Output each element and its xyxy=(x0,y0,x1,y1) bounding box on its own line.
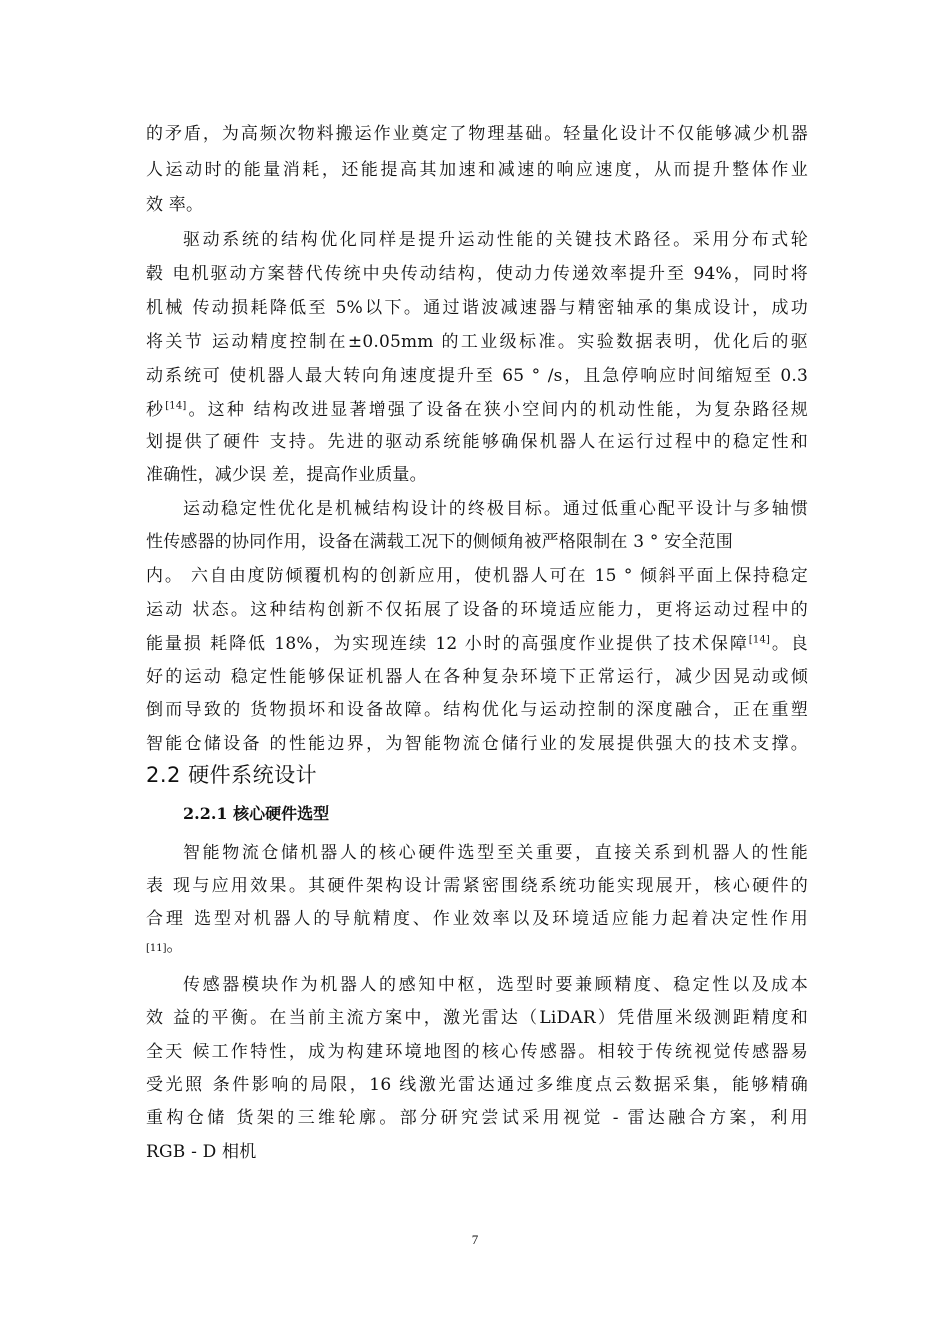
paragraph-2-line-2: 毂 电机驱动方案替代传统中央传动结构，使动力传递效率提升至 94%，同时将 xyxy=(146,264,808,284)
paragraph-3-line-5-rest: 。良 xyxy=(770,634,808,654)
paragraph-5-line-1: 传感器模块作为机器人的感知中枢，选型时要兼顾精度、稳定性以及成本 xyxy=(183,975,808,995)
paragraph-3-line-4: 运动 状态。这种结构创新不仅拓展了设备的环境适应能力，更将运动过程中的 xyxy=(146,600,808,620)
paragraph-3-line-7: 倒而导致的 货物损坏和设备故障。结构优化与运动控制的深度融合，正在重塑 xyxy=(146,700,808,720)
paragraph-2-line-4: 将关节 运动精度控制在±0.05mm 的工业级标准。实验数据表明，优化后的驱 xyxy=(146,332,808,352)
citation-14: [14] xyxy=(748,634,771,646)
page-number: 7 xyxy=(471,1232,479,1247)
paragraph-3-line-3: 内。 六自由度防倾覆机构的创新应用，使机器人可在 15 ° 倾斜平面上保持稳定 xyxy=(146,566,808,586)
paragraph-3-line-1: 运动稳定性优化是机械结构设计的终极目标。通过低重心配平设计与多轴惯 xyxy=(183,499,808,519)
paragraph-5-line-4: 受光照 条件影响的局限，16 线激光雷达通过多维度点云数据采集，能够精确 xyxy=(146,1075,808,1095)
paragraph-2-line-6-rest: 。这种 结构改进显著增强了设备在狭小空间内的机动性能，为复杂路径规 xyxy=(186,400,808,420)
paragraph-5-line-3: 全天 候工作特性，成为构建环境地图的核心传感器。相较于传统视觉传感器易 xyxy=(146,1042,808,1062)
paragraph-1-line-1: 的矛盾，为高频次物料搬运作业奠定了物理基础。轻量化设计不仅能够减少机器 xyxy=(146,124,808,144)
paragraph-2-line-6-start: 秒 xyxy=(146,400,166,420)
paragraph-4-line-4 xyxy=(146,936,184,956)
section-heading-2-2: 2.2 硬件系统设计 xyxy=(146,763,318,787)
paragraph-3-line-5-start: 能量损 耗降低 18%，为实现连续 12 小时的高强度作业提供了技术保障 xyxy=(146,634,749,654)
paragraph-3-line-5 xyxy=(146,634,808,654)
paragraph-2-line-6 xyxy=(146,400,808,420)
paragraph-3-line-8: 智能仓储设备 的性能边界，为智能物流仓储行业的发展提供强大的技术支撑。 xyxy=(146,734,808,754)
paragraph-5-line-5: 重构仓储 货架的三维轮廓。部分研究尝试采用视觉 - 雷达融合方案，利用 xyxy=(146,1108,808,1128)
paragraph-1-line-2: 人运动时的能量消耗，还能提高其加速和减速的响应速度，从而提升整体作业 xyxy=(146,160,808,180)
paragraph-2-line-5: 动系统可 使机器人最大转向角速度提升至 65 ° /s，且急停响应时间缩短至 0.3 xyxy=(146,366,808,386)
paragraph-3-line-6: 好的运动 稳定性能够保证机器人在各种复杂环境下正常运行，减少因晃动或倾 xyxy=(146,667,808,687)
paragraph-5-line-2: 效 益的平衡。在当前主流方案中，激光雷达（LiDAR）凭借厘米级测距精度和 xyxy=(146,1008,808,1028)
paragraph-4-line-3: 合理 选型对机器人的导航精度、作业效率以及环境适应能力起着决定性作用 xyxy=(146,909,808,929)
paragraph-3-line-2: 性传感器的协同作用，设备在满载工况下的侧倾角被严格限制在 3 ° 安全范围 xyxy=(146,532,733,552)
paragraph-5-line-6: RGB - D 相机 xyxy=(146,1142,257,1162)
paragraph-2-line-3: 机械 传动损耗降低至 5%以下。通过谐波减速器与精密轴承的集成设计，成功 xyxy=(146,298,808,318)
citation-14: [14] xyxy=(165,400,187,412)
subsection-heading-2-2-1: 2.2.1 核心硬件选型 xyxy=(183,804,330,823)
paragraph-2-line-7: 划提供了硬件 支持。先进的驱动系统能够确保机器人在运行过程中的稳定性和 xyxy=(146,432,808,452)
paragraph-4-line-1: 智能物流仓储机器人的核心硬件选型至关重要，直接关系到机器人的性能 xyxy=(183,843,808,863)
paragraph-2-line-1: 驱动系统的结构优化同样是提升运动性能的关键技术路径。采用分布式轮 xyxy=(183,230,808,250)
paragraph-1-line-3: 效 率。 xyxy=(146,195,204,215)
paragraph-4-line-2: 表 现与应用效果。其硬件架构设计需紧密围绕系统功能实现展开，核心硬件的 xyxy=(146,876,808,896)
paragraph-4-end-mark: 。 xyxy=(166,936,184,956)
citation-11: [11] xyxy=(146,943,167,954)
paragraph-2-line-8: 准确性，减少误 差，提高作业质量。 xyxy=(146,465,427,485)
